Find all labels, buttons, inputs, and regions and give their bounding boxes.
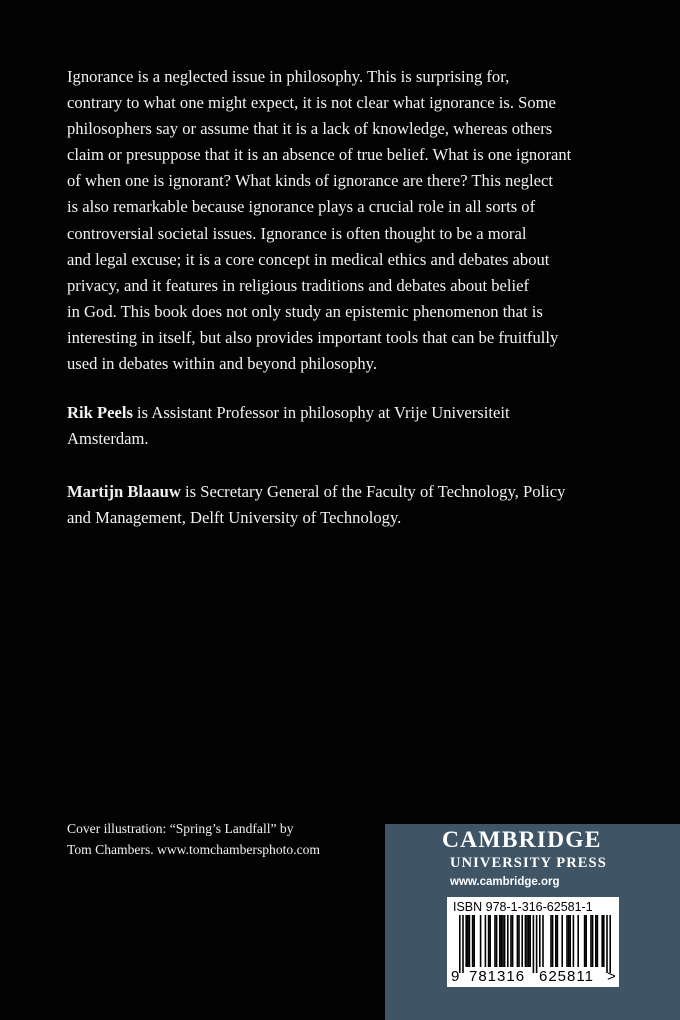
credit-line: Tom Chambers. www.tomchambersphoto.com bbox=[67, 841, 321, 857]
barcode-lead-digit: 9 bbox=[451, 968, 461, 985]
barcode-bar bbox=[485, 915, 487, 967]
author-bio-peels bbox=[67, 400, 597, 452]
description-line: interesting in itself, but also provides important tools that can be fruitfully bbox=[67, 327, 559, 347]
description-line: and legal excuse; it is a core concept in medical ethics and debates about bbox=[67, 249, 550, 269]
barcode-bar bbox=[561, 915, 563, 967]
barcode-bar bbox=[568, 915, 570, 967]
barcode-bar bbox=[459, 915, 461, 973]
barcode-arrow: > bbox=[607, 968, 617, 985]
cover-illustration-credit bbox=[67, 819, 367, 860]
barcode-bar bbox=[590, 915, 592, 967]
barcode-bar bbox=[601, 915, 603, 967]
description-line: privacy, and it features in religious traditions and debates about belief bbox=[67, 275, 530, 295]
barcode-bar bbox=[592, 915, 594, 967]
description-line: of when one is ignorant? What kinds of ignorance are there? This neglect bbox=[67, 171, 553, 191]
barcode-bar bbox=[529, 915, 531, 967]
barcode-bar bbox=[473, 915, 475, 967]
barcode-bar bbox=[469, 915, 471, 967]
barcode-bar bbox=[542, 915, 544, 967]
barcode-bar bbox=[501, 915, 503, 967]
barcode-bar bbox=[533, 915, 535, 973]
barcode-bar bbox=[584, 915, 586, 967]
barcode-bar bbox=[472, 915, 474, 967]
barcode-bar bbox=[465, 915, 467, 967]
barcode-bars bbox=[447, 915, 619, 973]
barcode-bar bbox=[555, 915, 557, 967]
barcode-bar bbox=[557, 915, 559, 967]
description-line: claim or presuppose that it is an absence of true belief. What is one ignorant bbox=[67, 145, 572, 165]
barcode-bar bbox=[496, 915, 498, 967]
barcode-bar bbox=[480, 915, 482, 967]
publisher-panel bbox=[385, 824, 680, 1020]
barcode-bar bbox=[489, 915, 491, 967]
barcode-bar bbox=[585, 915, 587, 967]
barcode-bar bbox=[595, 915, 597, 967]
book-description bbox=[67, 64, 597, 377]
author-bio-text: is Assistant Professor in philosophy at Vrije Universiteit bbox=[132, 403, 510, 422]
publisher-name: CAMBRIDGE bbox=[442, 827, 602, 853]
barcode-bar bbox=[521, 915, 523, 967]
barcode-bar bbox=[573, 915, 575, 967]
author-bio-line: Amsterdam. bbox=[67, 429, 149, 449]
description-line: is also remarkable because ignorance plays a crucial role in all sorts of bbox=[67, 197, 536, 217]
author-name: Rik Peels bbox=[67, 403, 133, 422]
barcode-bar bbox=[528, 915, 530, 967]
barcode-bar bbox=[603, 915, 605, 967]
barcode-bar bbox=[499, 915, 501, 967]
barcode-bar bbox=[539, 915, 541, 967]
description-line: philosophers say or assume that it is a lack of knowledge, whereas others bbox=[67, 119, 553, 139]
description-line: used in debates within and beyond philosophy. bbox=[67, 354, 378, 374]
barcode-bar bbox=[504, 915, 506, 967]
barcode-bar bbox=[525, 915, 527, 967]
barcode-bar bbox=[577, 915, 579, 967]
barcode-digits bbox=[447, 968, 619, 986]
publisher-url: www.cambridge.org bbox=[450, 876, 560, 888]
barcode-bar bbox=[517, 915, 519, 967]
author-name: Martijn Blaauw bbox=[67, 482, 181, 501]
author-bio-text: is Secretary General of the Faculty of Technology, Policy bbox=[180, 482, 566, 501]
barcode-bar bbox=[488, 915, 490, 967]
author-bio-blaauw bbox=[67, 479, 597, 531]
author-bio-line bbox=[67, 400, 597, 426]
author-bio-line: and Management, Delft University of Technology. bbox=[67, 508, 402, 528]
barcode-bar bbox=[569, 915, 571, 967]
author-bio-line bbox=[67, 479, 597, 505]
barcode-bar bbox=[609, 915, 611, 973]
publisher-subtitle: UNIVERSITY PRESS bbox=[450, 855, 607, 871]
barcode-bar bbox=[462, 915, 464, 973]
barcode-bar bbox=[597, 915, 599, 967]
barcode-bar bbox=[550, 915, 552, 967]
barcode-bar bbox=[566, 915, 568, 967]
barcode-bar bbox=[518, 915, 520, 967]
description-line: contrary to what one might expect, it is not clear what ignorance is. Some bbox=[67, 93, 556, 113]
isbn-label: ISBN 978-1-316-62581-1 bbox=[453, 900, 593, 914]
barcode-bar bbox=[606, 915, 608, 973]
barcode-bar bbox=[510, 915, 512, 967]
barcode-bar bbox=[467, 915, 469, 967]
isbn-barcode bbox=[447, 897, 619, 987]
description-line: Ignorance is a neglected issue in philosophy. This is surprising for, bbox=[67, 67, 510, 86]
barcode-bar bbox=[526, 915, 528, 967]
credit-line: Cover illustration: “Spring’s Landfall” by bbox=[67, 821, 294, 836]
barcode-bar bbox=[512, 915, 514, 967]
barcode-bar bbox=[502, 915, 504, 967]
barcode-bar bbox=[494, 915, 496, 967]
barcode-bar bbox=[552, 915, 554, 967]
barcode-left-group: 781316 bbox=[469, 968, 526, 985]
description-line: controversial societal issues. Ignorance is often thought to be a moral bbox=[67, 223, 527, 243]
barcode-bar bbox=[507, 915, 509, 967]
barcode-bar bbox=[536, 915, 538, 973]
description-line: in God. This book does not only study an epistemic phenomenon that is bbox=[67, 301, 543, 321]
barcode-right-group: 625811 bbox=[539, 968, 594, 985]
